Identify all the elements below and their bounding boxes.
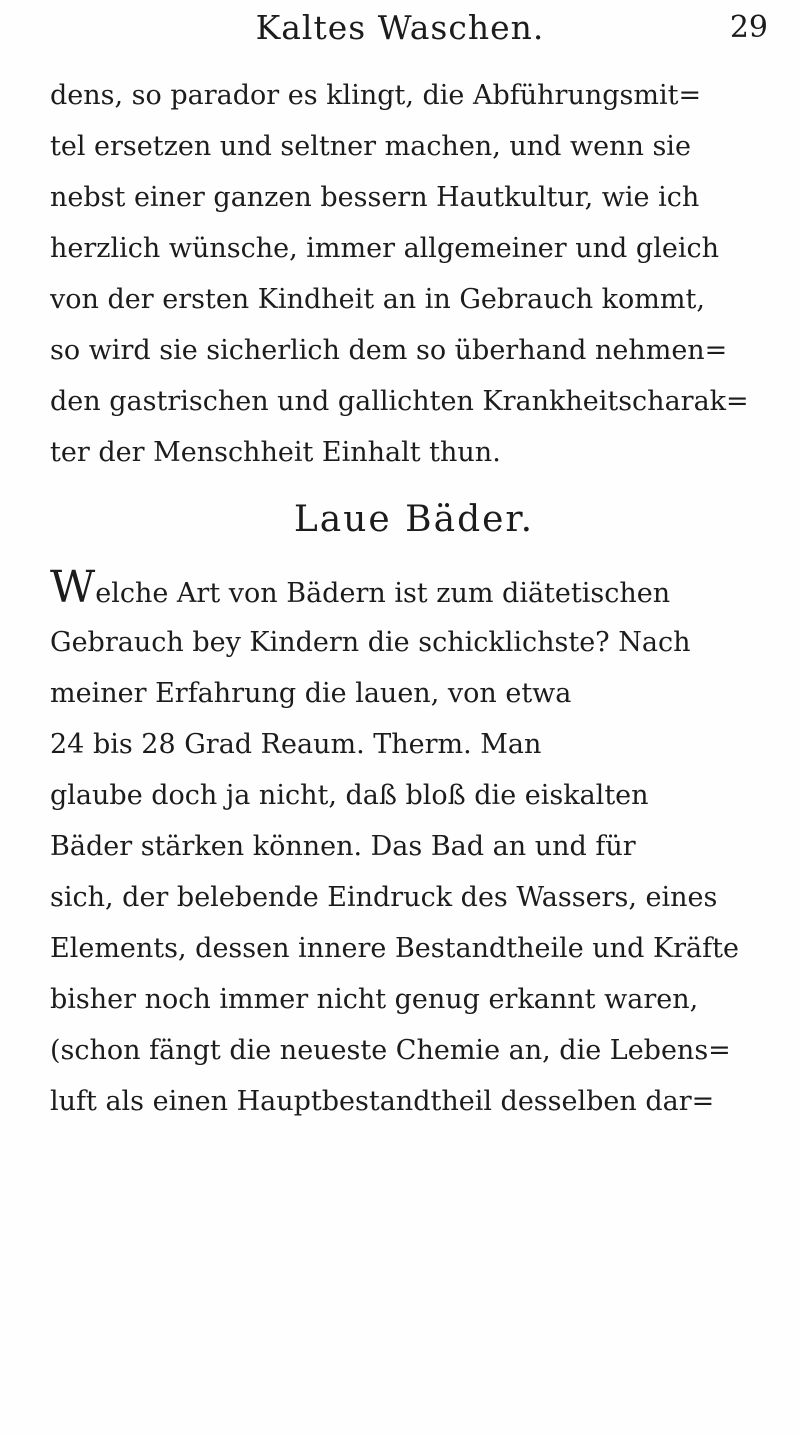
running-title: Kaltes Waschen. (255, 8, 545, 47)
text-line: nebst einer ganzen bessern Hautkultur, wie ich (50, 182, 700, 213)
text-line: glaube doch ja nicht, daß bloß die eiskalten (50, 780, 649, 811)
text-line: (schon fängt die neueste Chemie an, die Lebens= (50, 1035, 731, 1066)
first-line-text: elche Art von Bädern ist zum diätetischen (95, 578, 671, 609)
paragraph-continuation (50, 70, 778, 478)
text-line: den gastrischen und gallichten Krankheitscharak= (50, 386, 749, 417)
section-heading: Laue Bäder. (293, 499, 535, 540)
text-line: von der ersten Kindheit an in Gebrauch kommt, (50, 284, 705, 315)
running-head (0, 8, 800, 58)
page-number: 29 (729, 10, 768, 45)
text-line: dens, so parador es klingt, die Abführungsmit= (50, 80, 702, 111)
text-line: tel ersetzen und seltner machen, und wenn sie (50, 131, 691, 162)
initial-letter: W (50, 566, 96, 613)
paragraph-laue-baeder (50, 566, 778, 1127)
text-line: sich, der belebende Eindruck des Wassers, eines (50, 882, 718, 913)
text-line: Bäder stärken können. Das Bad an und für (50, 831, 636, 862)
text-line: bisher noch immer nicht genug erkannt waren, (50, 984, 699, 1015)
text-line: so wird sie sicherlich dem so überhand nehmen= (50, 335, 728, 366)
text-line: meiner Erfahrung die lauen, von etwa (50, 678, 572, 709)
text-line: herzlich wünsche, immer allgemeiner und gleich (50, 233, 719, 264)
text-line: 24 bis 28 Grad Reaum. Therm. Man (50, 729, 542, 760)
text-line-first (50, 566, 778, 617)
text-line: ter der Menschheit Einhalt thun. (50, 437, 501, 468)
text-line: Elements, dessen innere Bestandtheile und Kräfte (50, 933, 739, 964)
text-line: luft als einen Hauptbestandtheil desselben dar= (50, 1086, 715, 1117)
text-line: Gebrauch bey Kindern die schicklichste? Nach (50, 627, 691, 658)
body-text (50, 70, 778, 1127)
